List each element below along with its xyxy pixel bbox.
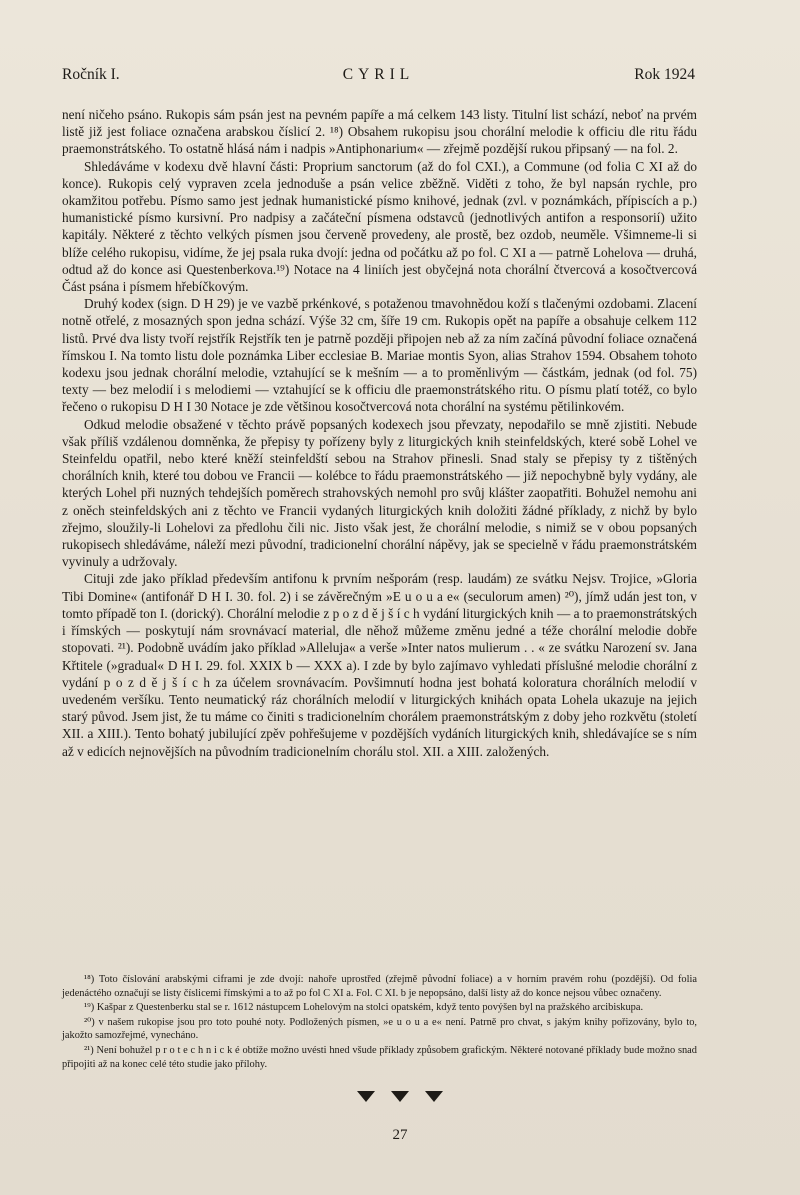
triangle-down-icon: [425, 1091, 443, 1102]
footnote-text: Není bohužel p r o t e c h n i c k é obtíže možno uvésti hned všude příklady způsobem grafickým. Některé notované příklady bude možno snad připojiti až na konec celé této studie jako přílohy.: [62, 1044, 697, 1070]
paragraph-3: Druhý kodex (sign. D H 29) je ve vazbě prkénkové, s potaženou tmavohnědou koží s tlačenými ozdobami. Zlacení notně otřelé, z mosazných spon jedna schází. Výše 32 cm, šíře 19 cm. Rukopis opět na papíře a obsahuje celkem 112 listů. Prvé dva listy tvoří rejstřík Rejstřík ten je patrně později připojen neb až za ním začíná původní foliace označená římskou I. Na tomto listu dole poznámka Liber ecclesiae B. Mariae montis Syon, alias Strahov 1594. Obsahem tohoto kodexu jsou jednak chorální melodie, vztahující se k mešním — a to proměnlivým — částkám, jednak (od fol. 75) texty — bez melodií i s melodiemi — vztahující se k officiu dle praemonstrátského ritu. O písmu platí totéž, co bylo řečeno o rukopisu D H I 30 Notace je zde většinou kosočtvercová nota chorální na systému pětilinkovém.: [62, 296, 697, 415]
footnote-text: Toto číslování arabskými ciframi je zde dvojí: nahoře uprostřed (zřejmě původní foliace) a v horním pravém rohu (pozdější). Od folia jedenáctého označují se listy číslicemi římskými a to až po fol C XI a. Fol. C XI. b je nepopsáno, další listy až do konce nejsou vůbec označeny.: [62, 974, 697, 999]
footnote-number: ²⁰): [84, 1016, 95, 1028]
footnote-text: Kašpar z Questenberku stal se r. 1612 nástupcem Lohelovým na stolci opatském, když tento povýšen byl na pražského arcibiskupa.: [96, 1002, 644, 1014]
paragraph-1: není ničeho psáno. Rukopis sám psán jest na pevném papíře a má celkem 143 listy. Titulní list schází, neboť na prvém listě již jest foliace označena arabskou číslicí 2. ¹⁸) Obsahem rukopisu jsou chorální melodie k officiu dle ritu řádu praemonstrátského. To ostatně hlásá nám i nadpis »Antiphonarium« — zřejmě pozdější rukou připsaný — na fol. 2.: [62, 107, 697, 157]
footnote-21: [62, 1044, 697, 1071]
footnote-number: ²¹): [84, 1044, 94, 1056]
paragraph-2: Shledáváme v kodexu dvě hlavní části: Proprium sanctorum (až do fol CXI.), a Commune (od folia C XI až do konce). Rukopis celý vypraven zcela jednoduše a psán velice zběžně. Viděti z toho, že byl napsán rychle, pro okamžitou potřebu. Písmo samo jest jednak humanistické písmo knihové, jednak (zvl. v poznámkách, přípiscích a p.) humanistické písmo kursivní. Pro nadpisy a začáteční písmena odstavců (jednotlivých antifon a responsorií) užito kapitály. Některé z těchto velkých písmen jsou červeně provedeny, ale prostě, bez ozdob, neuměle. Všimneme-li si blíže celého rukopisu, vidíme, že jej psala ruka dvojí: jedna od počátku až po fol. C XI a — patrně Lohelova — druhá, odtud až do konce asi Questenberkova.¹⁹) Notace na 4 liniích jest obyčejná nota chorální čtvercová a kosočtvercová Část psána i písmem hřebíčkovým.: [62, 158, 697, 295]
footnote-19: [62, 1001, 697, 1015]
footnotes: [62, 973, 697, 1071]
footnote-text: v našem rukopise jsou pro toto pouhé noty. Podložených písmen, »e u o u a e« není. Patrně pro chvat, s jakým knihy pořizovány, bylo to, jakožto samozřejmé, vynecháno.: [62, 1016, 697, 1042]
triangle-down-icon: [391, 1091, 409, 1102]
triangle-down-icon: [357, 1091, 375, 1102]
page-number: 27: [392, 1127, 408, 1143]
volume-label: Ročník I.: [62, 66, 120, 83]
journal-title: CYRIL: [342, 66, 415, 83]
footnote-number: ¹⁸): [84, 974, 95, 985]
paragraph-4: Odkud melodie obsažené v těchto právě popsaných kodexech jsou převzaty, nepodařilo se mně zjistiti. Nebude však příliš vzdálenou domněnka, že přepisy ty pořízeny byly z liturgických knih steinfeldských, které sobě Lohel ve Steinfeldu opatřil, nebo které kněží steinfeldští sebou na Strahov přinesli. Snad staly se přepisy ty z tištěných chorálních knih, které tou dobou ve Francii — kolébce to řádu praemonstrátského — již nepochybně byly vydány, ale kterých Lohel při nuzných tehdejších poměrech strahovských nemohl pro svůj klášter zaopatřiti. Bohužel nemohu ani z oněch steinfeldských ani z těchto ve Francii vydaných liturgických knih doložiti žádné příklady, z nichž by bylo zřejmo, sloužily-li Lohelovi za předlohu čili nic. Jisto však jest, že chorální melodie, s nimiž se v obou popsaných rukopisech shledáváme, náleží mezi původní, tradicionelní chorální nápěvy, jak se specielně v řádu praemonstrátském vyvinuly a udržovaly.: [62, 416, 697, 570]
footnote-20: [62, 1016, 697, 1043]
footnote-18: [62, 973, 697, 1000]
paragraph-5: Cituji zde jako příklad především antifonu k prvním nešporám (resp. laudám) ze svátku Nejsv. Trojice, »Gloria Tibi Domine« (antifonář D H I. 30. fol. 2) i se závěrečným »E u o u a e« (seculorum amen) ²⁰), jímž udán jest ton, v tomto případě ton I. (dorický). Chorální melodie z p o z d ě j š í c h vydání liturgických knih — a to praemonstrátských i římských — poskytují nám srovnávací material, dle něhož můžeme změnu jedné a téže chorální melodie dobře stopovati. ²¹). Podobně uvádím jako příklad »Alleluja« a verše »Inter natos mulierum . . « ze svátku Narození sv. Jana Křtitele (»gradual« D H I. 29. fol. XXIX b — XXX a). I zde by bylo zajímavo vyhledati příslušné melodie chorální z vydání p o z d ě j š í c h za účelem srovnávacím. Povšimnutí hodna jest bohatá koloratura chorálních melodií v uvedeném veršíku. Tento neumatický ráz chorálních melodií v liturgických knihách opata Lohela ukazuje na jejich starý původ. Jsem jist, že tu máme co činiti s tradicionelním chorálem praemonstrátským z doby jeho rozkvětu (století XII. a XIII.). Tento bohatý jubilující zpěv pohřešujeme v pozdějších vydáních liturgických knih, shledávajíce se s ním až v edicích nejnovějších na původním tradicionelním chorálu stol. XII. a XIII. založených.: [62, 571, 697, 759]
year-label: Rok 1924: [634, 66, 695, 83]
running-header: [62, 66, 695, 92]
footnote-number: ¹⁹): [84, 1002, 95, 1014]
section-end-ornament: [0, 1089, 800, 1109]
article-body: [62, 106, 697, 760]
